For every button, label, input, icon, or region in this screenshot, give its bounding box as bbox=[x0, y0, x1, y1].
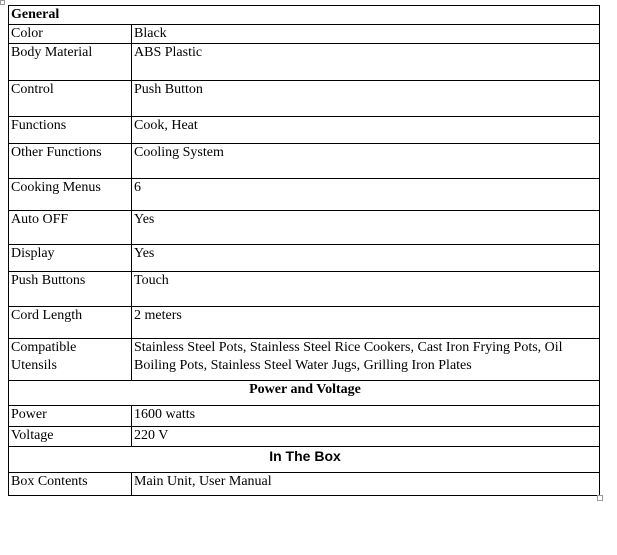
spec-value: Black bbox=[132, 25, 600, 44]
spec-key: Display bbox=[9, 245, 132, 272]
section-header-general: General bbox=[9, 6, 600, 25]
spec-key: Power bbox=[9, 406, 132, 427]
table-row bbox=[9, 144, 600, 179]
spec-key: Color bbox=[9, 25, 132, 44]
table-row bbox=[9, 81, 600, 117]
table-row bbox=[9, 473, 600, 496]
spec-value: Touch bbox=[132, 272, 600, 307]
spec-key: Control bbox=[9, 81, 132, 117]
spec-value-line: Stainless Steel Pots, Stainless Steel Rice Cookers, Cast Iron Frying Pots, Oil bbox=[134, 340, 563, 355]
table-row bbox=[9, 6, 600, 25]
spec-key: Cord Length bbox=[9, 307, 132, 339]
spec-key bbox=[9, 339, 132, 381]
specifications-table bbox=[8, 5, 600, 496]
spec-key: Body Material bbox=[9, 44, 132, 81]
spec-value: Push Button bbox=[132, 81, 600, 117]
section-header-power-voltage: Power and Voltage bbox=[9, 381, 600, 406]
spec-value: Cooling System bbox=[132, 144, 600, 179]
table-anchor-handle[interactable] bbox=[0, 0, 5, 5]
spec-value: 1600 watts bbox=[132, 406, 600, 427]
table-row bbox=[9, 25, 600, 44]
spec-value: Yes bbox=[132, 211, 600, 245]
table-row bbox=[9, 179, 600, 211]
spec-key: Cooking Menus bbox=[9, 179, 132, 211]
table-row bbox=[9, 307, 600, 339]
table-row bbox=[9, 339, 600, 381]
spec-value: ABS Plastic bbox=[132, 44, 600, 81]
spec-key: Functions bbox=[9, 117, 132, 144]
table-row bbox=[9, 245, 600, 272]
table-row bbox=[9, 406, 600, 427]
table-row bbox=[9, 447, 600, 473]
spec-value-line: Boiling Pots, Stainless Steel Water Jugs, Grilling Iron Plates bbox=[134, 358, 472, 373]
table-row bbox=[9, 44, 600, 81]
spec-value: Yes bbox=[132, 245, 600, 272]
table-row bbox=[9, 211, 600, 245]
spec-value bbox=[132, 339, 600, 381]
spec-key: Box Contents bbox=[9, 473, 132, 496]
table-row bbox=[9, 117, 600, 144]
spec-value: 2 meters bbox=[132, 307, 600, 339]
spec-value: 220 V bbox=[132, 427, 600, 447]
spec-key-line: Compatible bbox=[11, 340, 77, 355]
spec-key-line: Utensils bbox=[11, 358, 57, 373]
spec-key: Push Buttons bbox=[9, 272, 132, 307]
table-row bbox=[9, 381, 600, 406]
spec-key: Auto OFF bbox=[9, 211, 132, 245]
section-header-in-the-box: In The Box bbox=[9, 447, 600, 473]
spec-value: Main Unit, User Manual bbox=[132, 473, 600, 496]
spec-value: 6 bbox=[132, 179, 600, 211]
table-row bbox=[9, 272, 600, 307]
spec-value: Cook, Heat bbox=[132, 117, 600, 144]
spec-key: Voltage bbox=[9, 427, 132, 447]
spec-key: Other Functions bbox=[9, 144, 132, 179]
table-row bbox=[9, 427, 600, 447]
table-resize-handle[interactable] bbox=[597, 495, 603, 501]
